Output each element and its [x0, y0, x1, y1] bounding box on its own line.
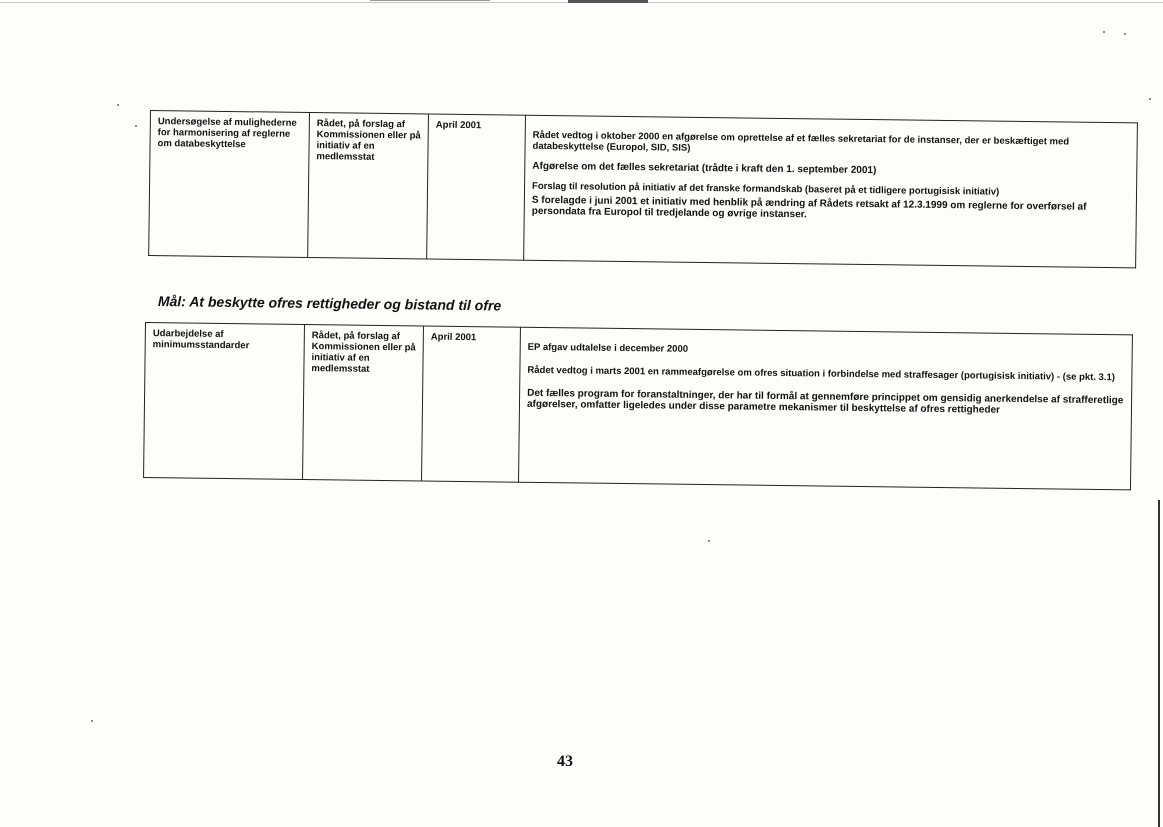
status-entry: EP afgav udtalelse i december 2000 — [527, 341, 689, 355]
scan-mark — [568, 0, 648, 3]
status-cell — [524, 115, 1138, 268]
status-entry: Afgørelse om det fælles sekretariat (trådte i kraft den 1. september 2001) — [532, 160, 877, 177]
table-row — [144, 323, 1133, 490]
deadline-cell: April 2001 — [427, 114, 526, 260]
status-entry: Det fælles program for foranstaltninger, der har til formål at gennemføre princippet om gensidig anerkendelse af strafferetlige afgørelser, omfatter ligeledes under disse parametre mekanismer til beskyttelse af ofres rettigheder — [526, 387, 1124, 416]
scan-right-edge — [1158, 500, 1160, 827]
measures-table-data-protection — [148, 110, 1138, 268]
section-heading: Mål: At beskytte ofres rettigheder og bistand til ofre — [157, 293, 502, 314]
scan-speck — [135, 125, 137, 127]
scan-speck — [1149, 98, 1151, 100]
table-row — [149, 111, 1138, 268]
scan-mark — [370, 0, 490, 1]
deadline-cell: April 2001 — [422, 326, 521, 482]
page-number: 43 — [557, 753, 573, 770]
status-entry: Forslag til resolution på initiativ af det franske formandskab (baseret på et tidligere portugisisk initiativ) — [532, 180, 1000, 198]
scan-speck — [708, 540, 710, 542]
action-cell: Udarbejdelse af minimumsstandarder — [144, 323, 305, 480]
action-cell: Undersøgelse af mulighederne for harmonisering af reglerne om databeskyttelse — [149, 111, 310, 258]
scan-speck — [117, 104, 119, 106]
scan-speck — [1124, 33, 1126, 35]
status-entry: Rådet vedtog i marts 2001 en rammeafgørelse om ofres situation i forbindelse med straffesager (portugisisk initiativ) - (se pkt. 3.1) — [527, 364, 1116, 384]
scan-speck — [1103, 31, 1105, 33]
scan-speck — [91, 720, 93, 722]
status-entry: Rådet vedtog i oktober 2000 en afgørelse om oprettelse af et fælles sekretariat for de instanser, der er beskæftiget med databeskyttelse (Europol, SID, SIS) — [532, 129, 1070, 154]
status-entry: S forelagde i juni 2001 et initiativ med henblik på ændring af Rådets retsakt af 12.3.1999 om reglerne for overførsel af persondata fra Europol til tredjelande og øvrige instanser. — [531, 194, 1087, 221]
measures-table-victims — [143, 322, 1133, 490]
status-cell — [519, 327, 1133, 490]
responsible-cell: Rådet, på forslag af Kommissionen eller på initiativ af en medlemsstat — [308, 113, 429, 259]
responsible-cell: Rådet, på forslag af Kommissionen eller på initiativ af en medlemsstat — [303, 325, 424, 481]
